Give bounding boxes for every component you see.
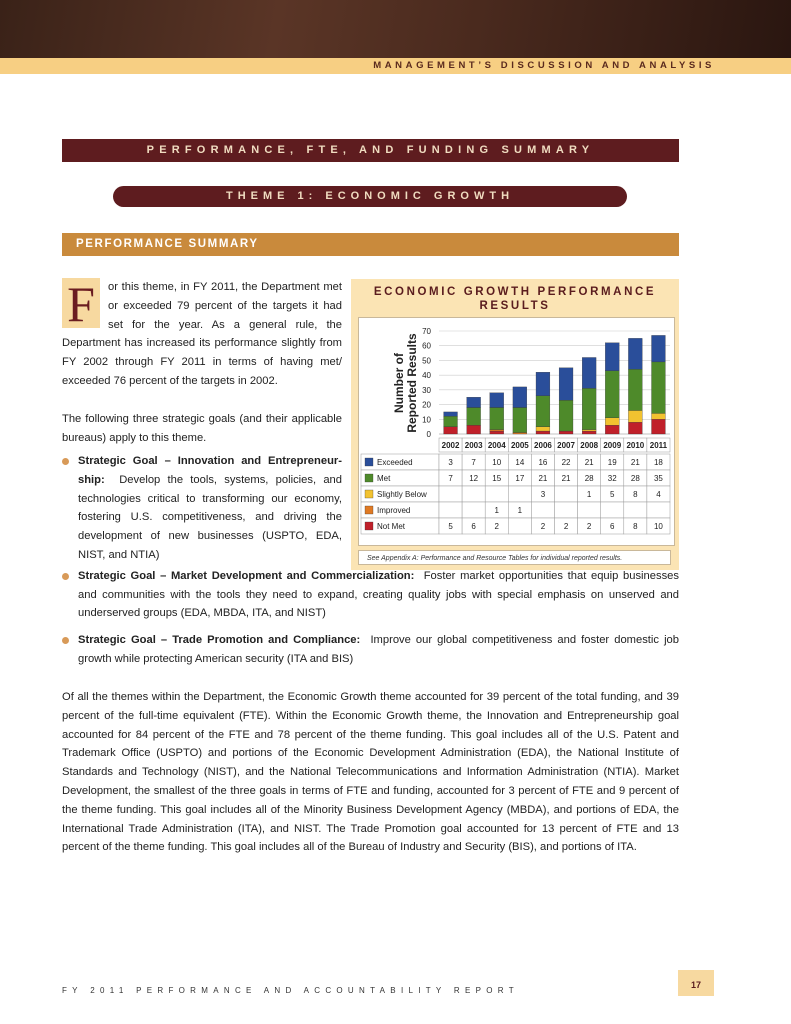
- data-label: 2: [540, 522, 546, 531]
- bar-segment: [513, 433, 527, 434]
- y-tick-label: 10: [422, 415, 431, 425]
- section-title: MANAGEMENT’S DISCUSSION AND ANALYSIS: [373, 60, 715, 71]
- data-label: 7: [471, 458, 476, 467]
- bar-segment: [605, 343, 619, 371]
- data-label: 4: [656, 490, 661, 499]
- bar-segment: [605, 371, 619, 418]
- y-axis-label: Number ofReported Results: [392, 333, 419, 433]
- bar-segment: [582, 388, 596, 429]
- intro-paragraph: or this theme, in FY 2011, the Department met or exceeded 79 percent of the targets it had set for the year. As a general rule, the Department has increased its performance slightly from FY 2002 through FY 2011 in terms of having met/ exceeded 76 percent of the targets in 2002.: [62, 281, 342, 387]
- data-label: 2: [586, 522, 592, 531]
- bar-segment: [582, 357, 596, 388]
- data-label: 19: [607, 458, 617, 467]
- data-label: 5: [610, 490, 615, 499]
- legend-swatch: [365, 506, 373, 514]
- data-label: 21: [561, 474, 571, 483]
- x-tick-label: 2006: [534, 441, 552, 450]
- legend-swatch: [365, 490, 373, 498]
- goal-title: Strategic Goal – Innovation and Entrepreneur-ship:: [78, 455, 342, 486]
- bar-segment: [652, 413, 666, 419]
- bar-segment: [605, 425, 619, 434]
- table-cell: [531, 502, 554, 518]
- chart-note: See Appendix A: Performance and Resource Tables for individual reported results.: [358, 550, 671, 565]
- data-label: 35: [653, 474, 663, 483]
- bar-segment: [490, 431, 504, 434]
- bar-segment: [582, 431, 596, 434]
- table-cell: [555, 502, 578, 518]
- bar-segment: [652, 362, 666, 414]
- data-label: 3: [540, 490, 546, 499]
- data-label: 21: [630, 458, 640, 467]
- x-tick-label: 2010: [626, 441, 645, 450]
- goal-title: Strategic Goal – Market Development and Commercialization:: [78, 569, 415, 582]
- x-tick-label: 2011: [649, 441, 668, 450]
- data-label: 28: [630, 474, 640, 483]
- table-cell: [485, 486, 508, 502]
- data-label: 21: [538, 474, 548, 483]
- data-label: 6: [610, 522, 615, 531]
- x-tick-label: 2002: [441, 441, 460, 450]
- closing-paragraph: Of all the themes within the Department, the Economic Growth theme accounted for 39 percent of the total funding, and 39 percent of the full-time equivalent (FTE). Within the Economic Growth theme, the Innovation and Entrepreneurship goal accounted for 84 percent of the FTE and 78 percent of the theme funding. This goal includes all of the U.S. Patent and Trademark Office (USPTO) and portions of the Economic Development Administration (EDA), the National Institute of Standards and Technology (NIST), and the National Telecommunications and Information Administration (NTIA). Market Development, the smallest of the three goals in terms of FTE and funding, accounted for 3 percent of FTE and 9 percent of the theme funding. This goal includes all of the Minority Business Development Agency (MBDA), and portions of EDA, the International Trade Administration (ITA), and NIST. The Trade Promotion goal accounted for 13 percent of FTE and 13 percent of the theme funding. This goal includes all of the Bureau of Industry and Security (BIS), and portions of ITA.: [62, 691, 679, 854]
- bar-segment: [559, 368, 573, 400]
- legend-swatch: [365, 522, 373, 530]
- data-label: 21: [584, 458, 594, 467]
- theme-banner: THEME 1: ECONOMIC GROWTH: [113, 186, 627, 207]
- y-tick-label: 50: [422, 356, 431, 366]
- bar-segment: [628, 369, 642, 410]
- bar-segment: [628, 338, 642, 369]
- goal-text: Improve our global competitiveness and foster domestic job growth while protecting American security (ITA and BIS): [78, 634, 680, 665]
- goal-item: [62, 631, 679, 669]
- table-cell: [508, 486, 531, 502]
- table-cell: [508, 518, 531, 534]
- y-tick-label: 30: [422, 385, 431, 395]
- bar-segment: [536, 427, 550, 431]
- data-label: 15: [492, 474, 502, 483]
- intro-paragraph-2: The following three strategic goals (and their applicable bureaus) apply to this theme.: [62, 412, 342, 444]
- table-cell: [439, 486, 462, 502]
- table-cell: [555, 486, 578, 502]
- bar-segment: [559, 431, 573, 434]
- x-tick-label: 2007: [557, 441, 575, 450]
- data-label: 6: [471, 522, 476, 531]
- x-tick-label: 2009: [603, 441, 622, 450]
- data-label: 1: [494, 506, 499, 515]
- table-cell: [578, 502, 601, 518]
- data-label: 32: [607, 474, 617, 483]
- data-label: 22: [561, 458, 571, 467]
- data-label: 2: [563, 522, 569, 531]
- data-label: 14: [515, 458, 525, 467]
- data-label: 3: [448, 458, 453, 467]
- chart-panel: [351, 279, 679, 570]
- x-tick-label: 2005: [510, 441, 529, 450]
- table-cell: [624, 502, 647, 518]
- bar-segment: [490, 408, 504, 430]
- y-tick-label: 40: [422, 371, 431, 381]
- bar-segment: [605, 418, 619, 425]
- table-cell: [462, 502, 485, 518]
- y-tick-label: 20: [422, 400, 431, 410]
- data-label: 10: [492, 458, 502, 467]
- bar-segment: [536, 372, 550, 396]
- legend-label: Met: [377, 474, 391, 483]
- goal-item: [62, 567, 679, 623]
- bar-segment: [467, 397, 481, 407]
- data-label: 1: [586, 490, 592, 499]
- bar-segment: [444, 427, 458, 434]
- bar-segment: [628, 410, 642, 422]
- bullet-icon: [62, 637, 69, 644]
- data-label: 10: [653, 522, 663, 531]
- y-tick-label: 0: [426, 430, 431, 439]
- chart-area: [358, 317, 675, 546]
- data-label: 18: [653, 458, 663, 467]
- y-tick-label: 70: [422, 327, 431, 336]
- data-label: 8: [633, 522, 638, 531]
- bar-segment: [444, 412, 458, 416]
- bar-segment: [513, 387, 527, 408]
- performance-summary-heading: PERFORMANCE SUMMARY: [62, 233, 679, 256]
- legend-swatch: [365, 474, 373, 482]
- data-label: 2: [494, 522, 499, 531]
- legend-label: Not Met: [377, 522, 406, 531]
- goal-text: Foster market opportunities that equip businesses and communities with the tools they need to expand, creating quality jobs with special emphasis on unserved and underserved groups (EDA, MBDA, ITA, and NIST): [78, 569, 679, 620]
- drop-cap: F: [62, 278, 100, 328]
- bar-segment: [536, 396, 550, 427]
- legend-label: Slightly Below: [377, 490, 427, 499]
- goal-title: Strategic Goal – Trade Promotion and Compliance:: [78, 634, 361, 647]
- table-cell: [462, 486, 485, 502]
- table-cell: [439, 502, 462, 518]
- chart-title: ECONOMIC GROWTH PERFORMANCE RESULTS: [373, 286, 657, 312]
- intro-text: [62, 278, 342, 447]
- bar-segment: [513, 408, 527, 433]
- data-label: 5: [448, 522, 453, 531]
- header-photo-band: [0, 0, 791, 58]
- data-label: 16: [538, 458, 548, 467]
- table-cell: [647, 502, 670, 518]
- x-tick-label: 2003: [464, 441, 483, 450]
- data-label: 28: [584, 474, 594, 483]
- table-cell: [601, 502, 624, 518]
- page-number: 17: [678, 970, 714, 996]
- stacked-bar-chart: [359, 318, 674, 545]
- bullet-icon: [62, 458, 69, 465]
- x-tick-label: 2004: [487, 441, 506, 450]
- y-tick-label: 60: [422, 341, 431, 351]
- legend-label: Improved: [377, 506, 411, 515]
- data-label: 12: [469, 474, 479, 483]
- bar-segment: [652, 419, 666, 434]
- footer-report-title: FY 2011 PERFORMANCE AND ACCOUNTABILITY REPORT: [62, 986, 519, 995]
- data-label: 7: [448, 474, 453, 483]
- bar-segment: [467, 408, 481, 426]
- legend-label: Exceeded: [377, 458, 413, 467]
- bar-segment: [490, 393, 504, 408]
- goal-text: Develop the tools, systems, policies, and technologies critical to transforming our economy, fostering U.S. competitiveness, and driving the development of new businesses (USPTO, EDA, NIST, and NTIA): [78, 473, 342, 561]
- summary-banner: PERFORMANCE, FTE, AND FUNDING SUMMARY: [62, 139, 679, 162]
- section-header-bar: [0, 58, 791, 74]
- bullet-icon: [62, 573, 69, 580]
- bar-segment: [536, 431, 550, 434]
- bar-segment: [444, 416, 458, 426]
- bar-segment: [490, 430, 504, 431]
- bar-segment: [559, 400, 573, 431]
- bar-segment: [467, 425, 481, 434]
- x-tick-label: 2008: [580, 441, 599, 450]
- goal-item: [62, 452, 342, 565]
- data-label: 8: [633, 490, 638, 499]
- data-label: 1: [517, 506, 523, 515]
- legend-swatch: [365, 458, 373, 466]
- bar-segment: [652, 335, 666, 361]
- bar-segment: [628, 422, 642, 434]
- data-label: 17: [515, 474, 525, 483]
- bar-segment: [582, 430, 596, 431]
